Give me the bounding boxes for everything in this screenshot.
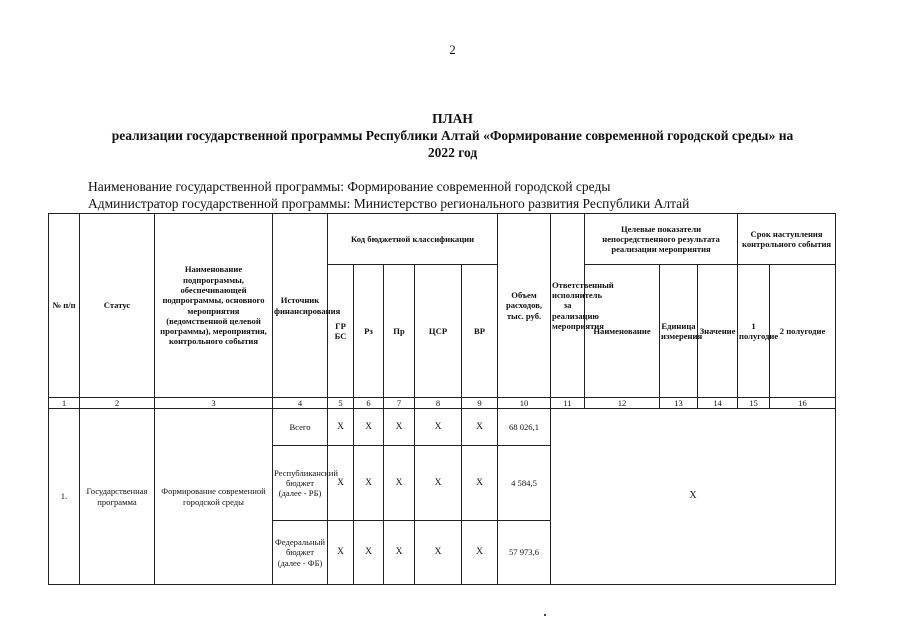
column-number: 14 — [698, 398, 738, 409]
csr-cell: X — [415, 446, 462, 521]
program-name: Наименование государственной программы: Формирование современной городской среды — [88, 179, 611, 194]
program-administrator: Администратор государственной программы: Министерство регионального развития Республики Алтай — [88, 196, 690, 211]
column-number: 5 — [328, 398, 354, 409]
column-number: 2 — [80, 398, 155, 409]
column-number: 8 — [415, 398, 462, 409]
header-target-name: Наименование — [585, 265, 660, 398]
row-name: Формирование современной городской среды — [155, 409, 273, 585]
pr-cell: X — [384, 521, 415, 585]
column-number: 7 — [384, 398, 415, 409]
grbs-cell: X — [328, 521, 354, 585]
column-number: 11 — [551, 398, 585, 409]
column-number: 6 — [354, 398, 384, 409]
volume-cell: 57 973,6 — [498, 521, 551, 585]
header-status: Статус — [80, 214, 155, 398]
header-num: № п/п — [49, 214, 80, 398]
header-source: Источник финансирования — [273, 214, 328, 398]
document-subtitle: реализации государственной программы Республики Алтай «Формирование современной городской среды» на — [111, 128, 794, 143]
header-rz: Рз — [354, 265, 384, 398]
header-budget-code: Код бюджетной классификации — [328, 214, 498, 265]
volume-cell: 4 584,5 — [498, 446, 551, 521]
rz-cell: X — [354, 409, 384, 446]
header-grbs: ГР БС — [328, 265, 354, 398]
pr-cell: X — [384, 446, 415, 521]
rz-cell: X — [354, 521, 384, 585]
grbs-cell: X — [328, 446, 354, 521]
csr-cell: X — [415, 409, 462, 446]
column-number: 4 — [273, 398, 328, 409]
document-year: 2022 год — [427, 145, 478, 160]
header-vr: ВР — [462, 265, 498, 398]
header-csr: ЦСР — [415, 265, 462, 398]
scan-speck — [544, 614, 546, 616]
header-deadline: Срок наступления контрольного события — [738, 214, 836, 265]
rz-cell: X — [354, 446, 384, 521]
column-number: 13 — [660, 398, 698, 409]
source-cell: Федеральный бюджет (далее - ФБ) — [273, 521, 328, 585]
column-number: 3 — [155, 398, 273, 409]
header-half2: 2 полугодие — [770, 265, 836, 398]
header-volume: Объем расходов, тыс. руб. — [498, 214, 551, 398]
header-name: Наименование подпрограммы, обеспечивающей подпрограммы, основного мероприятия (ведомственной целевой программы), мероприятия, контрольного события — [155, 214, 273, 398]
vr-cell: X — [462, 446, 498, 521]
header-value: Значение — [698, 265, 738, 398]
row-status: Государственная программа — [80, 409, 155, 585]
merged-x-cell: X — [551, 409, 836, 585]
column-number: 10 — [498, 398, 551, 409]
header-targets: Целевые показатели непосредственного результата реализации мероприятия — [585, 214, 738, 265]
column-number: 12 — [585, 398, 660, 409]
header-responsible: Ответственный исполнитель за реализацию мероприятия — [551, 214, 585, 398]
plan-table — [48, 213, 836, 585]
column-number: 15 — [738, 398, 770, 409]
pr-cell: X — [384, 409, 415, 446]
page-number: 2 — [449, 42, 456, 57]
vr-cell: X — [462, 521, 498, 585]
column-number: 1 — [49, 398, 80, 409]
grbs-cell: X — [328, 409, 354, 446]
column-number: 9 — [462, 398, 498, 409]
header-half1: 1 полугодие — [738, 265, 770, 398]
source-cell: Республиканский бюджет (далее - РБ) — [273, 446, 328, 521]
column-number: 16 — [770, 398, 836, 409]
document-title: ПЛАН — [432, 111, 473, 126]
header-pr: Пр — [384, 265, 415, 398]
vr-cell: X — [462, 409, 498, 446]
header-unit: Единица измерения — [660, 265, 698, 398]
source-cell: Всего — [273, 409, 328, 446]
row-number: 1. — [49, 409, 80, 585]
csr-cell: X — [415, 521, 462, 585]
volume-cell: 68 026,1 — [498, 409, 551, 446]
